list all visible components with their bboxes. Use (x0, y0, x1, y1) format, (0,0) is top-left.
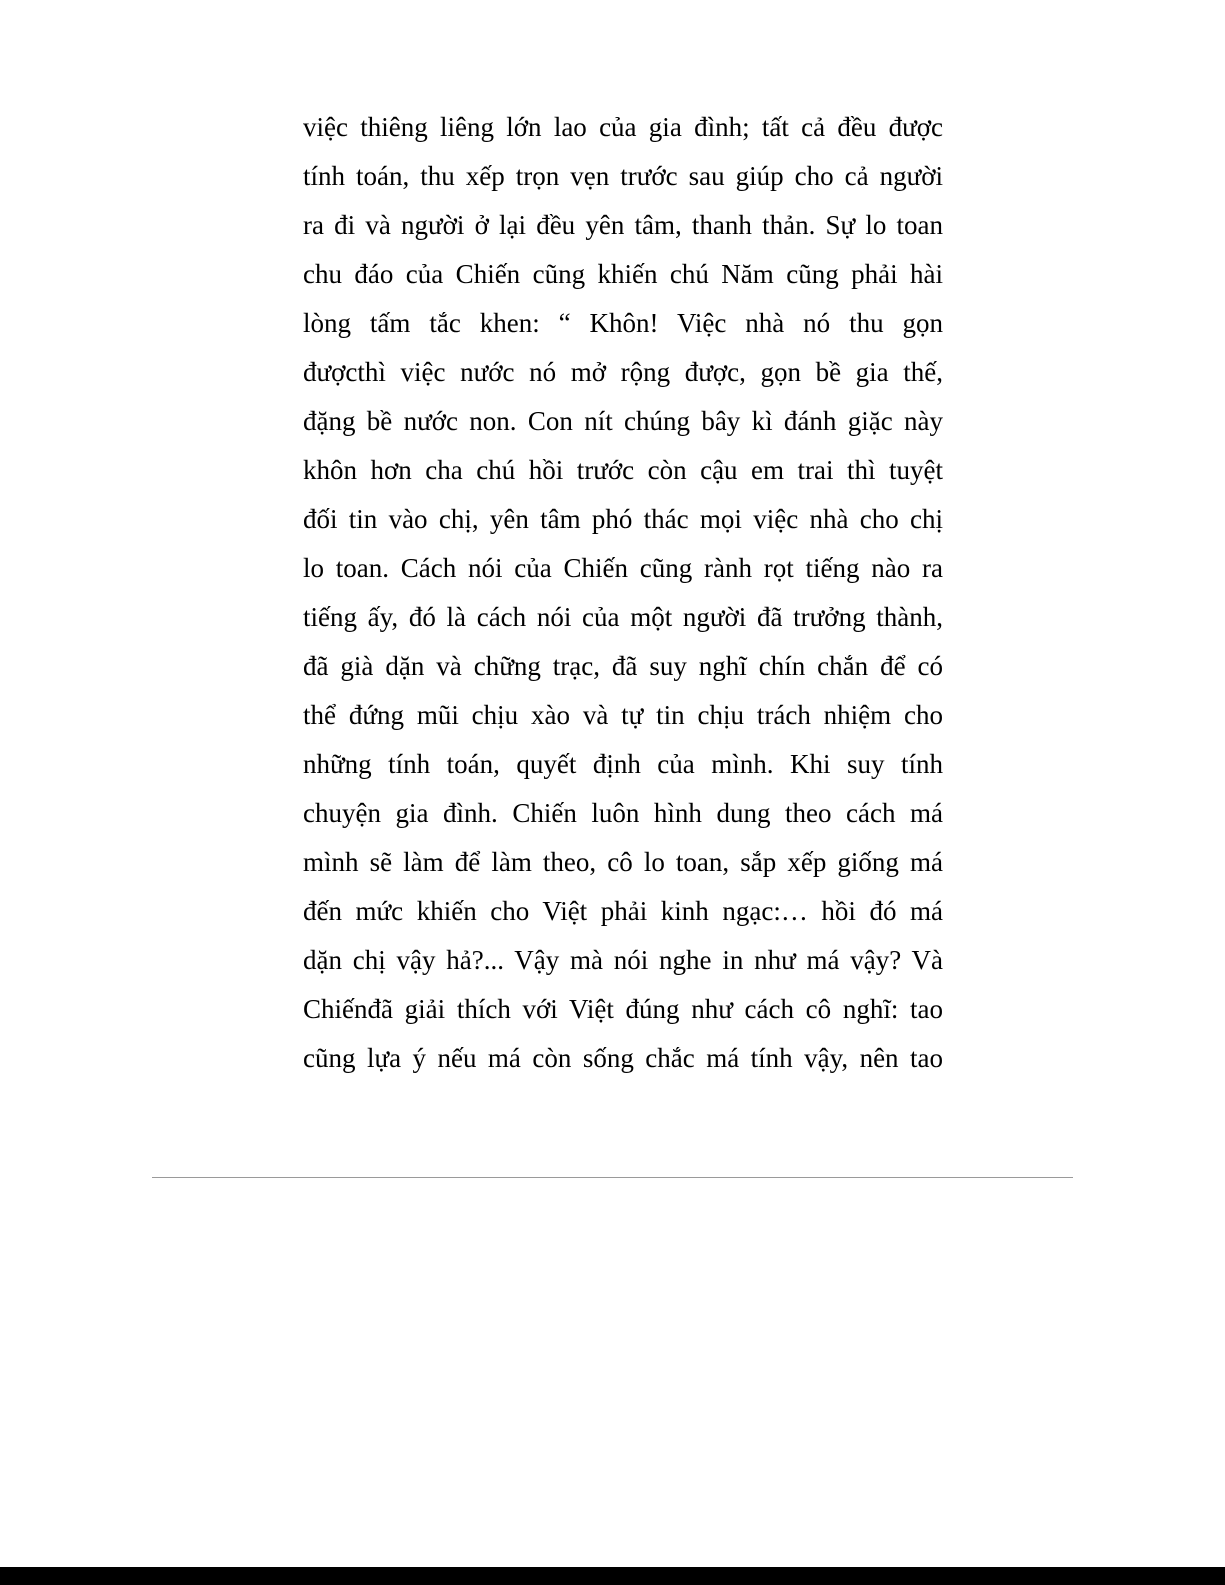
text-line: đượcthì việc nước nó mở rộng được, gọn bề gia thế, (303, 357, 943, 387)
bottom-edge-bar (0, 1567, 1225, 1585)
text-line: thể đứng mũi chịu xào và tự tin chịu trách nhiệm cho (303, 700, 943, 730)
text-line: những tính toán, quyết định của mình. Khi suy tính (303, 749, 943, 779)
text-line: Chiếnđã giải thích với Việt đúng như cách cô nghĩ: tao (303, 994, 943, 1024)
text-line: lòng tấm tắc khen: “ Khôn! Việc nhà nó thu gọn (303, 308, 943, 338)
footer-divider (152, 1177, 1073, 1178)
text-line: tính toán, thu xếp trọn vẹn trước sau giúp cho cả người (303, 161, 943, 191)
text-line: đối tin vào chị, yên tâm phó thác mọi việc nhà cho chị (303, 504, 943, 534)
text-line: khôn hơn cha chú hồi trước còn cậu em trai thì tuyệt (303, 455, 943, 485)
text-line: lo toan. Cách nói của Chiến cũng rành rọt tiếng nào ra (303, 553, 943, 583)
text-line: tiếng ấy, đó là cách nói của một người đã trưởng thành, (303, 602, 943, 632)
text-line: đặng bề nước non. Con nít chúng bây kì đánh giặc này (303, 406, 943, 436)
text-line: đến mức khiến cho Việt phải kinh ngạc:… hồi đó má (303, 896, 943, 926)
text-line: việc thiêng liêng lớn lao của gia đình; tất cả đều được (303, 112, 943, 142)
text-line: dặn chị vậy hả?... Vậy mà nói nghe in như má vậy? Và (303, 945, 943, 975)
text-line: cũng lựa ý nếu má còn sống chắc má tính vậy, nên tao (303, 1043, 943, 1073)
text-line: mình sẽ làm để làm theo, cô lo toan, sắp xếp giống má (303, 847, 943, 877)
body-text (303, 103, 943, 1083)
text-line: chu đáo của Chiến cũng khiến chú Năm cũng phải hài (303, 259, 943, 289)
text-line: chuyện gia đình. Chiến luôn hình dung theo cách má (303, 798, 943, 828)
text-line: đã già dặn và chững trạc, đã suy nghĩ chín chắn để có (303, 651, 943, 681)
text-line: ra đi và người ở lại đều yên tâm, thanh thản. Sự lo toan (303, 210, 943, 240)
